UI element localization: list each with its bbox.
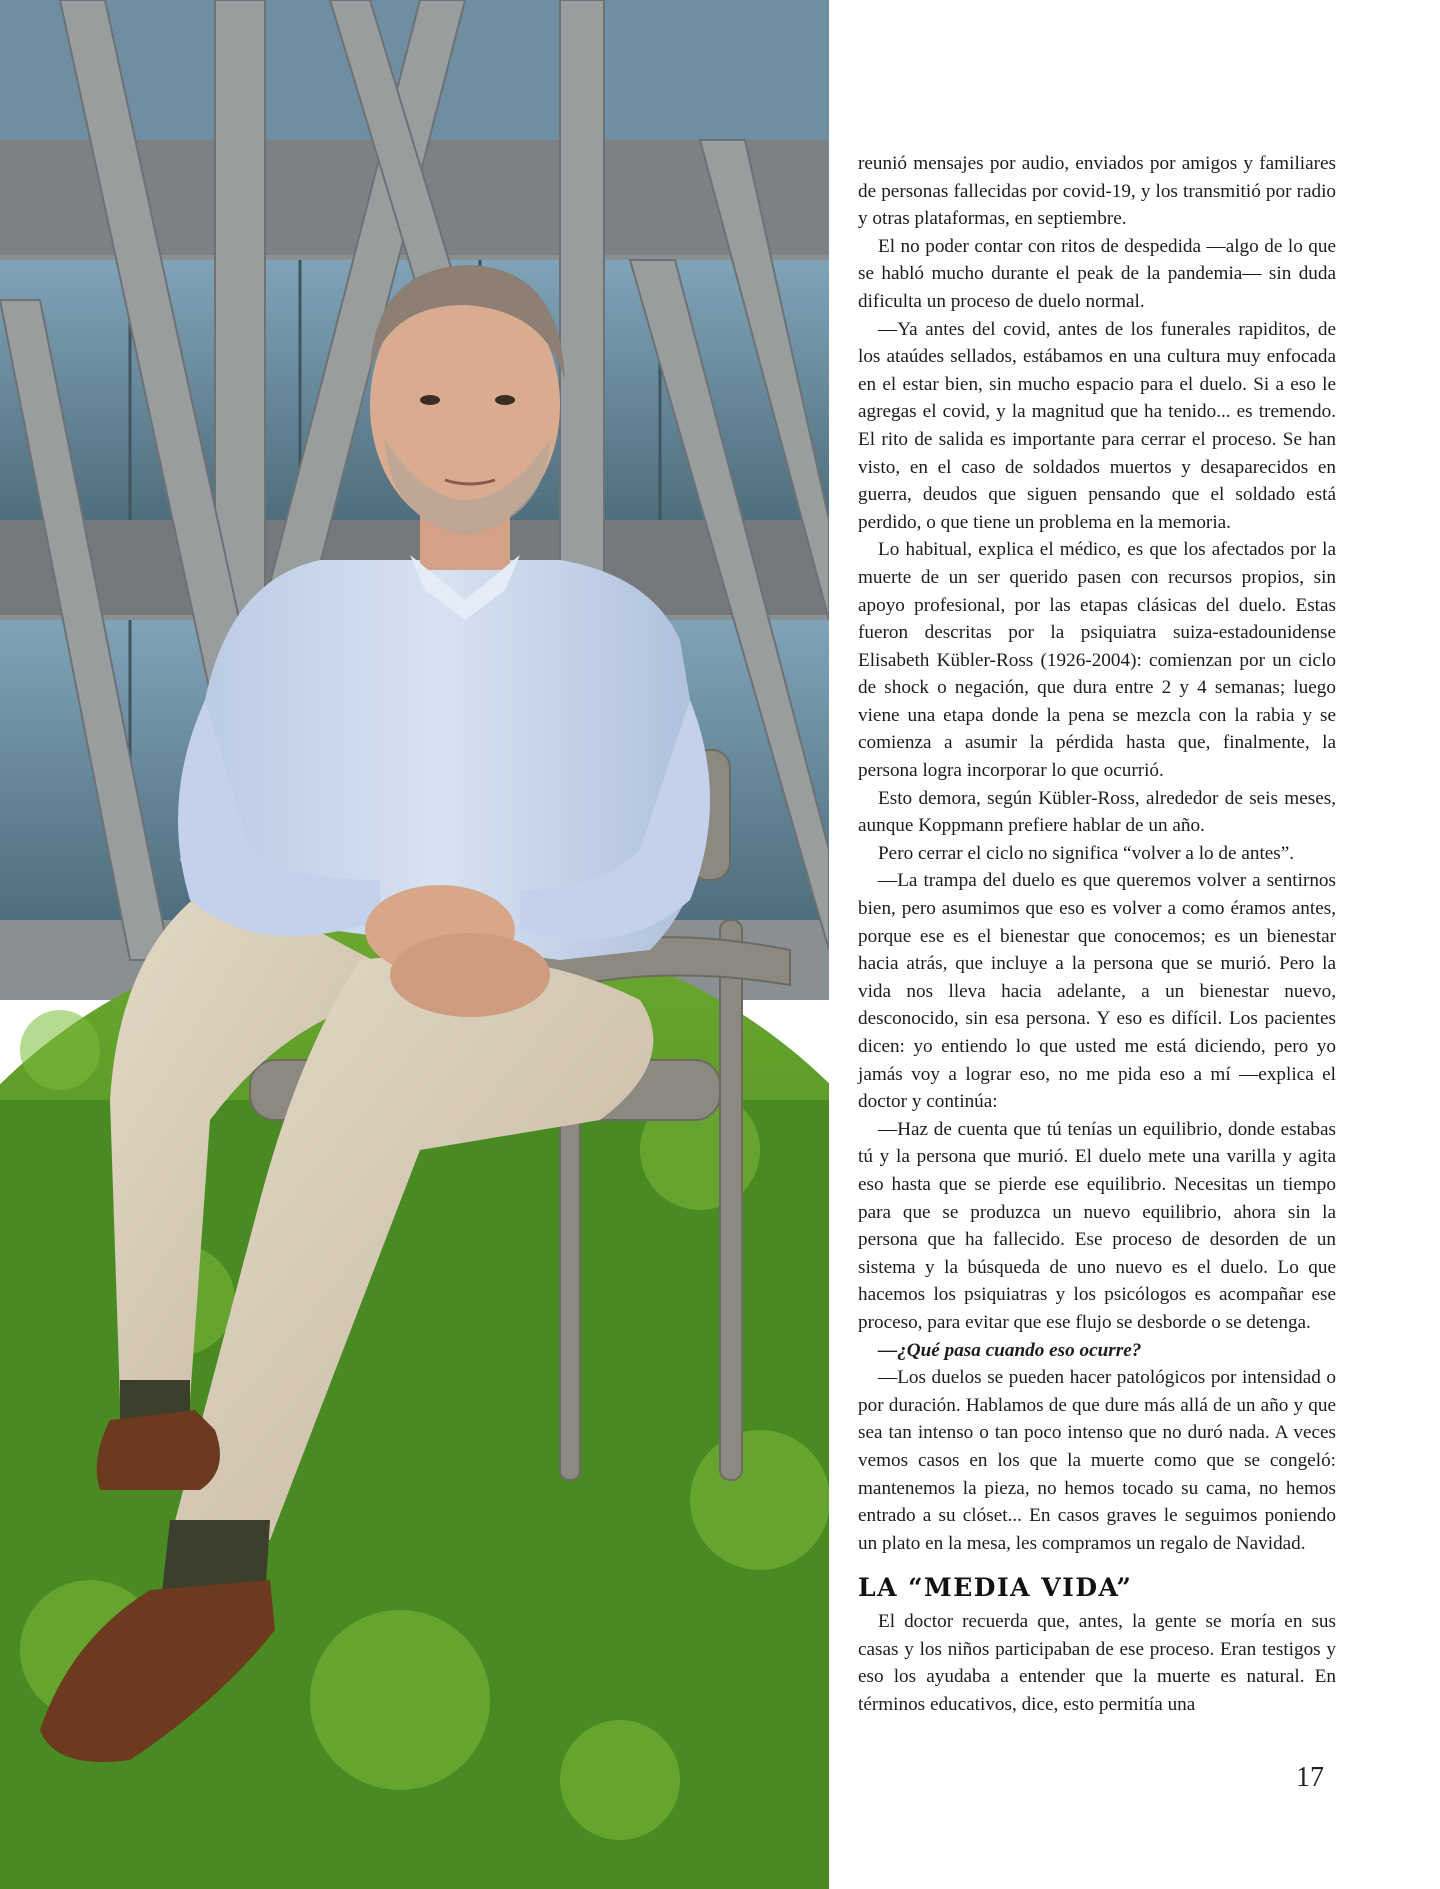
paragraph: Lo habitual, explica el médico, es que los afectados por la muerte de un ser querido pasen con recursos propios, sin apoyo profesional, por las etapas clásicas del duelo. Estas fueron descritas por la psiquiatra suiza-estadounidense Elisabeth Kübler-Ross (1926-2004): comienzan por un ciclo de shock o negación, que dura entre 2 y 4 semanas; luego viene una etapa donde la pena se mezcla con la rabia y se comienza a asumir la pérdida hasta que, finalmente, la persona logra incorporar lo que ocurrió.: [858, 539, 1336, 782]
paragraph: —Ya antes del covid, antes de los funerales rapiditos, de los ataúdes sellados, estábamos en una cultura muy enfocada en el estar bien, sin mucho espacio para el duelo. Si a eso le agregas el covid, y la magnitud que ha tenido... es tremendo. El rito de salida es importante para cerrar el proceso. Se han visto, en el caso de soldados muertos y desaparecidos en guerra, deudos que siguen pensando que el soldado está perdido, o que tiene un problema en la memoria.: [858, 318, 1336, 533]
paragraph: reunió mensajes por audio, enviados por amigos y familiares de personas fallecidas por covid-19, y los transmitió por radio y otras plataformas, en septiembre.: [858, 153, 1336, 230]
paragraph: —Haz de cuenta que tú tenías un equilibrio, donde estabas tú y la persona que murió. El duelo mete una varilla y agita eso hasta que se pierde ese equilibrio. Necesitas un tiempo para que se produzca un nuevo equilibrio, ahora sin la persona que ha fallecido. Ese proceso de desorden de un sistema y la búsqueda de uno nuevo es el duelo. Lo que hacemos los psiquiatras y los psicólogos es acompañar ese proceso, para evitar que ese flujo se desborde o se detenga.: [858, 1118, 1336, 1333]
article-body: [858, 150, 1336, 1719]
section-heading: LA “MEDIA VIDA”: [858, 1573, 1133, 1603]
paragraph: —La trampa del duelo es que queremos volver a sentirnos bien, pero asumimos que eso es volver a como éramos antes, porque ese es el bienestar que conocemos; es un bienestar hacia atrás, que incluye a la persona que se murió. Pero la vida nos lleva hacia adelante, a un bienestar nuevo, desconocido, sin esa persona. Y eso es difícil. Los pacientes dicen: yo entiendo lo que usted me está diciendo, pero yo jamás voy a lograr eso, no me pida eso a mí —explica el doctor y continúa:: [858, 870, 1336, 1113]
paragraph: —Los duelos se pueden hacer patológicos por intensidad o por duración. Hablamos de que dure más allá de un año y que sea tan intenso o tan poco intenso que no duró nada. A veces vemos casos en los que la muerte como que se congeló: mantenemos la pieza, no hemos tocado su cama, no hemos entrado a su clóset... En casos graves le seguimos poniendo un plato en la mesa, les compramos un regalo de Navidad.: [858, 1367, 1336, 1554]
paragraph: El doctor recuerda que, antes, la gente se moría en sus casas y los niños participaban de ese proceso. Eran testigos y eso los ayudaba a entender que la muerte es natural. En términos educativos, dice, esto permitía una: [858, 1611, 1336, 1716]
paragraph: Pero cerrar el ciclo no significa “volver a lo de antes”.: [878, 842, 1295, 864]
interview-question: —¿Qué pasa cuando eso ocurre?: [878, 1339, 1142, 1361]
paragraph: El no poder contar con ritos de despedida —algo de lo que se habló mucho durante el peak de la pandemia— sin duda dificulta un proceso de duelo normal.: [858, 235, 1336, 312]
page-number: 17: [1296, 1762, 1324, 1793]
paragraph: Esto demora, según Kübler-Ross, alrededor de seis meses, aunque Koppmann prefiere hablar de un año.: [858, 787, 1336, 837]
